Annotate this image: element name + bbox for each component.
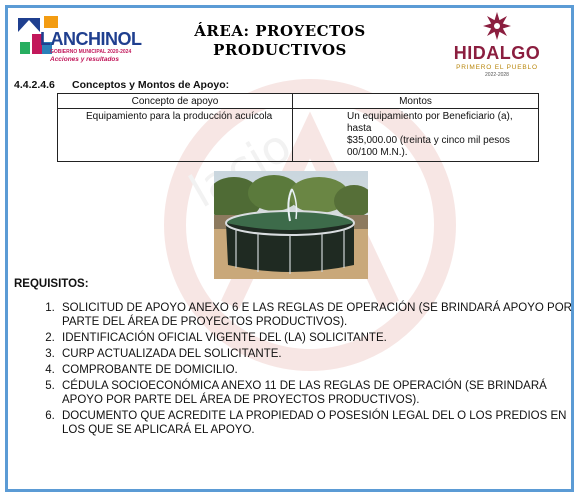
page-title	[165, 22, 395, 60]
requisitos-title: REQUISITOS:	[14, 278, 89, 290]
header-montos: Montos	[293, 94, 539, 109]
monto-line: Un equipamiento por Beneficiario (a),	[347, 111, 513, 122]
list-item: 6. DOCUMENTO QUE ACREDITE LA PROPIEDAD O POSESIÓN LEGAL DEL O LOS PREDIOS EN LOS QUE SE APLICARÁ EL APOYO.	[58, 409, 578, 437]
cell-concepto	[58, 109, 293, 162]
lanchinol-subtitle: GOBIERNO MUNICIPAL 2020-2024	[50, 49, 132, 55]
hidalgo-subtitle: PRIMERO EL PUEBLO	[456, 64, 538, 71]
monto-line: 00/100 M.N.).	[347, 147, 408, 158]
hidalgo-flower-icon	[483, 12, 511, 40]
list-item: 1. SOLICITUD DE APOYO ANEXO 6 E LAS REGLAS DE OPERACIÓN (SE BRINDARÁ APOYO POR PARTE DEL ÁREA DE PROYECTOS PRODUCTIVOS).	[58, 301, 578, 329]
monto-line: hasta	[347, 123, 372, 134]
list-item: 2. IDENTIFICACIÓN OFICIAL VIGENTE DEL (LA) SOLICITANTE.	[58, 331, 578, 345]
monto-line: $35,000.00 (treinta y cinco mil pesos	[347, 135, 510, 146]
cell-monto	[293, 109, 539, 162]
section-title: Conceptos y Montos de Apoyo:	[72, 79, 230, 91]
fish-tank-photo	[214, 171, 368, 279]
header-concepto: Concepto de apoyo	[58, 94, 293, 109]
lanchinol-logo	[14, 12, 144, 70]
list-item: 3. CURP ACTUALIZADA DEL SOLICITANTE.	[58, 347, 578, 361]
title-line-1: ÁREA: PROYECTOS	[194, 22, 366, 40]
table-row	[58, 109, 539, 162]
hidalgo-name: HIDALGO	[453, 43, 541, 63]
fish-tank-image-icon	[214, 171, 368, 279]
lanchinol-slogan: Acciones y resultados	[50, 56, 119, 63]
title-line-2: PRODUCTIVOS	[213, 41, 347, 59]
section-number: 4.4.2.4.6	[14, 79, 55, 91]
concepts-table	[57, 93, 539, 162]
lanchinol-name: LANCHINOL	[40, 29, 142, 49]
hidalgo-logo	[442, 12, 552, 80]
hidalgo-years: 2022-2028	[485, 72, 509, 78]
list-item: 4. COMPROBANTE DE DOMICILIO.	[58, 363, 578, 377]
table-header-row	[58, 94, 539, 109]
requisitos-list	[36, 301, 578, 439]
section-heading	[14, 79, 229, 91]
concepto-text: Equipamiento para la producción acuícola	[86, 111, 273, 122]
list-item: 5. CÉDULA SOCIOECONÓMICA ANEXO 11 DE LAS REGLAS DE OPERACIÓN (SE BRINDARÁ APOYO POR PARTE DEL ÁREA DE PROYECTOS PRODUCTIVOS).	[58, 379, 578, 407]
